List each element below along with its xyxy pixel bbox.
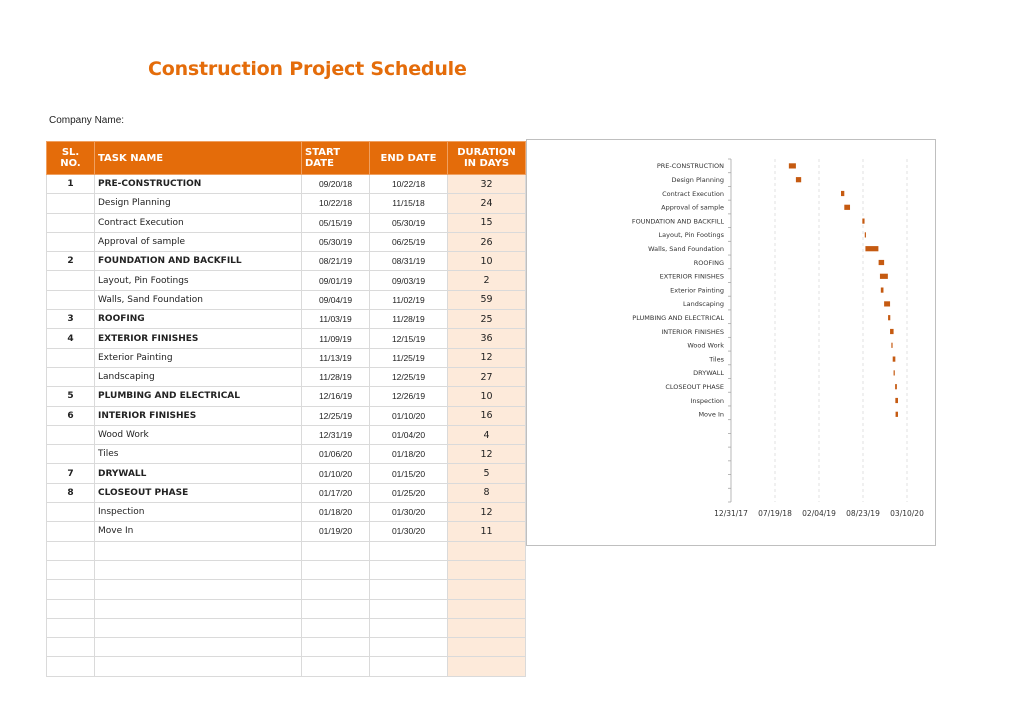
cell-duration[interactable]: 12 <box>448 445 526 464</box>
cell-duration[interactable]: 15 <box>448 213 526 232</box>
cell-sl-no[interactable]: 5 <box>47 387 95 406</box>
table-row[interactable] <box>47 387 526 406</box>
cell-start-date[interactable]: 11/09/19 <box>302 329 370 348</box>
category-label: INTERIOR FINISHES <box>661 327 724 336</box>
cell-end-date[interactable]: 12/15/19 <box>370 329 448 348</box>
table-row[interactable] <box>47 194 526 213</box>
gantt-bar <box>880 274 888 279</box>
gantt-bar <box>895 398 898 403</box>
cell-end-date[interactable]: 12/25/19 <box>370 367 448 386</box>
header-start-date: START DATE <box>302 142 370 175</box>
table-row-empty[interactable] <box>47 618 526 637</box>
category-label: ROOFING <box>693 258 724 267</box>
cell-task-name[interactable] <box>95 580 302 599</box>
cell-sl-no[interactable]: 1 <box>47 175 95 194</box>
page-title: Construction Project Schedule <box>148 58 467 80</box>
header-sl-no: SL. NO. <box>47 142 95 175</box>
category-label: Landscaping <box>683 300 724 309</box>
cell-duration[interactable]: 24 <box>448 194 526 213</box>
cell-duration[interactable]: 36 <box>448 329 526 348</box>
cell-duration[interactable] <box>448 638 526 657</box>
cell-end-date[interactable] <box>370 618 448 637</box>
x-tick-label: 08/23/19 <box>846 509 880 518</box>
table-row[interactable] <box>47 464 526 483</box>
x-tick-label: 12/31/17 <box>714 509 748 518</box>
cell-duration[interactable]: 27 <box>448 367 526 386</box>
cell-start-date[interactable] <box>302 541 370 560</box>
cell-sl-no[interactable] <box>47 657 95 676</box>
cell-task-name[interactable]: Inspection <box>95 503 302 522</box>
cell-start-date[interactable]: 01/19/20 <box>302 522 370 541</box>
cell-end-date[interactable]: 01/15/20 <box>370 464 448 483</box>
header-task-name: TASK NAME <box>95 142 302 175</box>
cell-end-date[interactable]: 01/18/20 <box>370 445 448 464</box>
header-end-date: END DATE <box>370 142 448 175</box>
cell-end-date[interactable]: 06/25/19 <box>370 232 448 251</box>
cell-sl-no[interactable]: 7 <box>47 464 95 483</box>
cell-duration[interactable] <box>448 541 526 560</box>
cell-duration[interactable]: 59 <box>448 290 526 309</box>
cell-end-date[interactable]: 01/10/20 <box>370 406 448 425</box>
table-row[interactable] <box>47 252 526 271</box>
cell-sl-no[interactable] <box>47 425 95 444</box>
cell-sl-no[interactable] <box>47 638 95 657</box>
cell-end-date[interactable]: 01/25/20 <box>370 483 448 502</box>
cell-sl-no[interactable] <box>47 541 95 560</box>
table-row[interactable] <box>47 271 526 290</box>
cell-start-date[interactable]: 10/22/18 <box>302 194 370 213</box>
cell-duration[interactable]: 2 <box>448 271 526 290</box>
gantt-bar <box>895 384 897 389</box>
category-label: FOUNDATION AND BACKFILL <box>631 217 724 226</box>
cell-end-date[interactable] <box>370 560 448 579</box>
cell-task-name[interactable]: Walls, Sand Foundation <box>95 290 302 309</box>
gantt-bar <box>865 232 866 237</box>
gantt-bar <box>888 315 890 320</box>
gantt-bar <box>841 191 844 196</box>
cell-task-name[interactable]: PRE-CONSTRUCTION <box>95 175 302 194</box>
category-label: EXTERIOR FINISHES <box>659 272 724 281</box>
cell-task-name[interactable]: Move In <box>95 522 302 541</box>
cell-start-date[interactable]: 08/21/19 <box>302 252 370 271</box>
cell-start-date[interactable] <box>302 618 370 637</box>
table-row[interactable] <box>47 175 526 194</box>
cell-task-name[interactable]: Layout, Pin Footings <box>95 271 302 290</box>
cell-task-name[interactable] <box>95 599 302 618</box>
cell-sl-no[interactable] <box>47 503 95 522</box>
table-row[interactable] <box>47 425 526 444</box>
gantt-bar <box>891 343 892 348</box>
category-label: Approval of sample <box>661 203 724 212</box>
cell-sl-no[interactable]: 3 <box>47 310 95 329</box>
gantt-bar <box>884 301 890 306</box>
cell-sl-no[interactable] <box>47 194 95 213</box>
cell-end-date[interactable]: 01/30/20 <box>370 503 448 522</box>
cell-start-date[interactable]: 01/06/20 <box>302 445 370 464</box>
cell-duration[interactable]: 16 <box>448 406 526 425</box>
category-label: PRE-CONSTRUCTION <box>656 162 724 171</box>
gantt-bar <box>879 260 885 265</box>
category-label: Exterior Painting <box>670 286 724 295</box>
cell-duration[interactable]: 4 <box>448 425 526 444</box>
table-row[interactable] <box>47 522 526 541</box>
gantt-bar <box>865 246 878 251</box>
cell-end-date[interactable]: 08/31/19 <box>370 252 448 271</box>
category-label: Move In <box>698 410 724 419</box>
gantt-chart <box>526 139 936 546</box>
cell-sl-no[interactable] <box>47 522 95 541</box>
category-label: CLOSEOUT PHASE <box>665 383 724 391</box>
cell-sl-no[interactable] <box>47 560 95 579</box>
table-row-empty[interactable] <box>47 599 526 618</box>
table-row[interactable] <box>47 329 526 348</box>
cell-duration[interactable] <box>448 657 526 676</box>
header-duration: DURATION IN DAYS <box>448 142 526 175</box>
cell-end-date[interactable] <box>370 599 448 618</box>
table-row[interactable] <box>47 213 526 232</box>
table-row[interactable] <box>47 232 526 251</box>
cell-duration[interactable]: 12 <box>448 503 526 522</box>
cell-end-date[interactable]: 11/15/18 <box>370 194 448 213</box>
schedule-table <box>46 141 526 677</box>
cell-end-date[interactable] <box>370 657 448 676</box>
cell-task-name[interactable] <box>95 560 302 579</box>
gantt-bar <box>893 357 896 362</box>
cell-end-date[interactable]: 11/28/19 <box>370 310 448 329</box>
category-label: Contract Execution <box>662 189 724 198</box>
cell-sl-no[interactable] <box>47 290 95 309</box>
cell-duration[interactable]: 12 <box>448 348 526 367</box>
cell-start-date[interactable]: 11/28/19 <box>302 367 370 386</box>
gantt-bar <box>789 163 796 168</box>
cell-task-name[interactable]: Approval of sample <box>95 232 302 251</box>
gantt-bar <box>881 288 884 293</box>
table-row-empty[interactable] <box>47 541 526 560</box>
cell-end-date[interactable]: 12/26/19 <box>370 387 448 406</box>
category-label: Tiles <box>709 355 724 364</box>
cell-task-name[interactable]: Wood Work <box>95 425 302 444</box>
table-row[interactable] <box>47 367 526 386</box>
cell-start-date[interactable]: 01/17/20 <box>302 483 370 502</box>
cell-task-name[interactable]: Contract Execution <box>95 213 302 232</box>
gantt-bar <box>844 205 850 210</box>
table-row-empty[interactable] <box>47 580 526 599</box>
cell-duration[interactable]: 25 <box>448 310 526 329</box>
cell-duration[interactable]: 10 <box>448 252 526 271</box>
category-label: Walls, Sand Foundation <box>648 245 724 253</box>
table-row[interactable] <box>47 406 526 425</box>
cell-task-name[interactable]: EXTERIOR FINISHES <box>95 329 302 348</box>
cell-sl-no[interactable]: 8 <box>47 483 95 502</box>
cell-sl-no[interactable] <box>47 599 95 618</box>
cell-duration[interactable]: 32 <box>448 175 526 194</box>
cell-task-name[interactable]: Tiles <box>95 445 302 464</box>
cell-task-name[interactable] <box>95 618 302 637</box>
schedule-table-body <box>47 175 526 677</box>
table-row[interactable] <box>47 483 526 502</box>
cell-start-date[interactable] <box>302 580 370 599</box>
cell-sl-no[interactable]: 4 <box>47 329 95 348</box>
table-row-empty[interactable] <box>47 560 526 579</box>
cell-task-name[interactable]: DRYWALL <box>95 464 302 483</box>
cell-sl-no[interactable] <box>47 213 95 232</box>
cell-start-date[interactable]: 11/03/19 <box>302 310 370 329</box>
cell-task-name[interactable]: Exterior Painting <box>95 348 302 367</box>
cell-duration[interactable]: 5 <box>448 464 526 483</box>
cell-task-name[interactable]: CLOSEOUT PHASE <box>95 483 302 502</box>
cell-task-name[interactable]: Landscaping <box>95 367 302 386</box>
cell-end-date[interactable]: 11/25/19 <box>370 348 448 367</box>
gantt-bar <box>894 370 895 375</box>
cell-start-date[interactable]: 05/15/19 <box>302 213 370 232</box>
cell-start-date[interactable] <box>302 638 370 657</box>
x-tick-label: 02/04/19 <box>802 509 836 518</box>
cell-task-name[interactable]: ROOFING <box>95 310 302 329</box>
table-header-row <box>47 142 526 175</box>
cell-sl-no[interactable] <box>47 445 95 464</box>
category-label: Wood Work <box>687 341 724 350</box>
cell-duration[interactable]: 10 <box>448 387 526 406</box>
gantt-chart-svg <box>527 140 935 545</box>
cell-duration[interactable]: 11 <box>448 522 526 541</box>
cell-sl-no[interactable] <box>47 348 95 367</box>
gantt-bar <box>896 412 898 417</box>
category-label: Layout, Pin Footings <box>658 231 724 240</box>
cell-sl-no[interactable]: 6 <box>47 406 95 425</box>
cell-end-date[interactable]: 11/02/19 <box>370 290 448 309</box>
cell-start-date[interactable]: 01/10/20 <box>302 464 370 483</box>
category-label: Design Planning <box>671 176 724 184</box>
cell-start-date[interactable]: 12/31/19 <box>302 425 370 444</box>
table-row[interactable] <box>47 290 526 309</box>
cell-task-name[interactable] <box>95 541 302 560</box>
company-name-label: Company Name: <box>49 115 125 126</box>
table-row-empty[interactable] <box>47 638 526 657</box>
cell-end-date[interactable] <box>370 580 448 599</box>
cell-start-date[interactable]: 11/13/19 <box>302 348 370 367</box>
x-tick-label: 03/10/20 <box>890 509 924 518</box>
cell-start-date[interactable]: 12/25/19 <box>302 406 370 425</box>
cell-end-date[interactable]: 10/22/18 <box>370 175 448 194</box>
cell-start-date[interactable] <box>302 599 370 618</box>
cell-end-date[interactable] <box>370 638 448 657</box>
category-label: DRYWALL <box>693 369 724 378</box>
cell-end-date[interactable]: 05/30/19 <box>370 213 448 232</box>
x-tick-label: 07/19/18 <box>758 509 792 518</box>
cell-end-date[interactable]: 09/03/19 <box>370 271 448 290</box>
cell-sl-no[interactable] <box>47 367 95 386</box>
gantt-bar <box>890 329 894 334</box>
cell-start-date[interactable]: 09/04/19 <box>302 290 370 309</box>
cell-duration[interactable]: 8 <box>448 483 526 502</box>
cell-task-name[interactable]: FOUNDATION AND BACKFILL <box>95 252 302 271</box>
cell-start-date[interactable]: 01/18/20 <box>302 503 370 522</box>
cell-duration[interactable] <box>448 560 526 579</box>
cell-start-date[interactable] <box>302 560 370 579</box>
cell-task-name[interactable] <box>95 657 302 676</box>
gantt-bar <box>796 177 801 182</box>
cell-end-date[interactable] <box>370 541 448 560</box>
table-row[interactable] <box>47 503 526 522</box>
cell-sl-no[interactable]: 2 <box>47 252 95 271</box>
cell-sl-no[interactable] <box>47 618 95 637</box>
cell-task-name[interactable]: Design Planning <box>95 194 302 213</box>
table-row[interactable] <box>47 445 526 464</box>
category-label: PLUMBING AND ELECTRICAL <box>632 314 724 322</box>
category-label: Inspection <box>690 396 724 405</box>
gantt-bar <box>862 219 864 224</box>
table-row[interactable] <box>47 348 526 367</box>
cell-sl-no[interactable] <box>47 232 95 251</box>
cell-duration[interactable] <box>448 618 526 637</box>
cell-start-date[interactable] <box>302 657 370 676</box>
cell-duration[interactable] <box>448 599 526 618</box>
cell-sl-no[interactable] <box>47 580 95 599</box>
cell-duration[interactable]: 26 <box>448 232 526 251</box>
cell-duration[interactable] <box>448 580 526 599</box>
cell-start-date[interactable]: 09/20/18 <box>302 175 370 194</box>
cell-end-date[interactable]: 01/30/20 <box>370 522 448 541</box>
table-row[interactable] <box>47 310 526 329</box>
cell-task-name[interactable]: PLUMBING AND ELECTRICAL <box>95 387 302 406</box>
cell-start-date[interactable]: 05/30/19 <box>302 232 370 251</box>
cell-start-date[interactable]: 09/01/19 <box>302 271 370 290</box>
cell-sl-no[interactable] <box>47 271 95 290</box>
cell-task-name[interactable]: INTERIOR FINISHES <box>95 406 302 425</box>
cell-end-date[interactable]: 01/04/20 <box>370 425 448 444</box>
table-row-empty[interactable] <box>47 657 526 676</box>
cell-start-date[interactable]: 12/16/19 <box>302 387 370 406</box>
cell-task-name[interactable] <box>95 638 302 657</box>
